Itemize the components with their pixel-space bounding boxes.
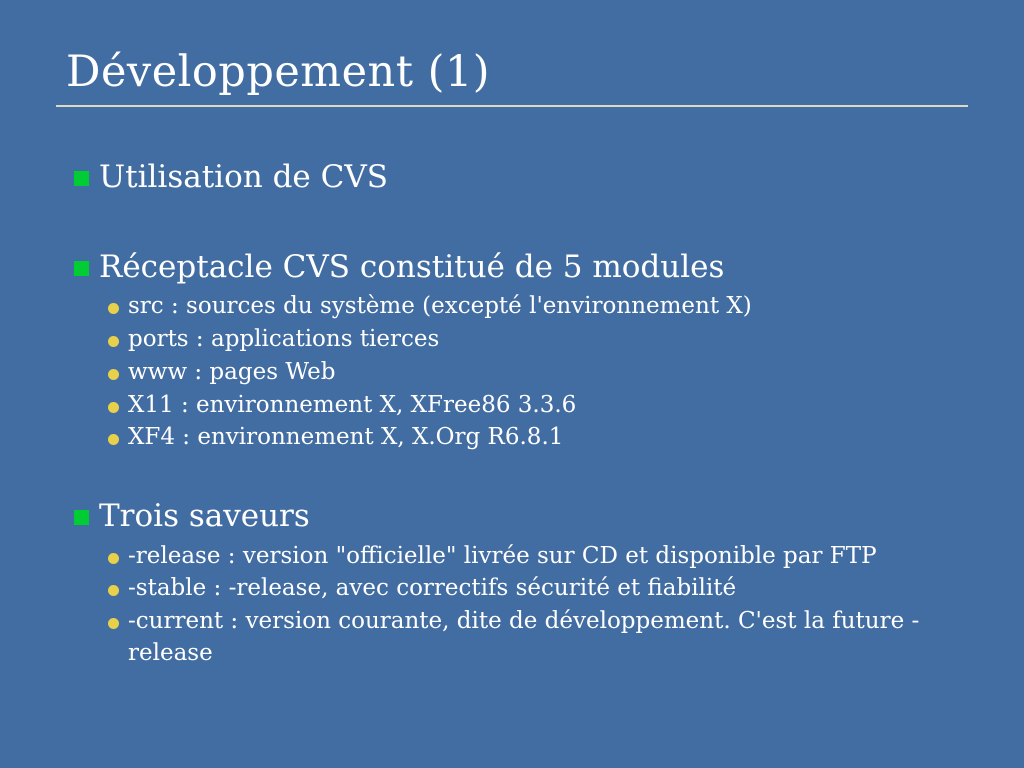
dot-bullet-icon xyxy=(108,553,119,564)
sub-bullet-text: ports : applications tierces xyxy=(128,326,440,353)
list-item xyxy=(108,390,974,422)
list-item xyxy=(74,158,974,198)
list-item xyxy=(74,248,974,288)
spacer xyxy=(74,202,974,248)
slide-title-block xyxy=(56,48,968,107)
list-item xyxy=(108,573,974,605)
sub-bullet-text: www : pages Web xyxy=(128,358,336,385)
page-title: Développement (1) xyxy=(66,47,491,97)
sub-bullet-text: -release : version "officielle" livrée sur CD et disponible par FTP xyxy=(128,542,877,569)
dot-bullet-icon xyxy=(108,402,119,413)
bullet-group-2 xyxy=(74,248,974,454)
bullet-group-3 xyxy=(74,497,974,670)
sub-bullet-text: -current : version courante, dite de développement. C'est la future -release xyxy=(128,608,920,666)
sub-bullet-text: src : sources du système (excepté l'environnement X) xyxy=(128,293,752,320)
list-item xyxy=(108,422,974,454)
bullet-text: Trois saveurs xyxy=(99,498,310,535)
title-divider xyxy=(56,105,968,107)
slide-content xyxy=(74,158,974,671)
list-item xyxy=(74,497,974,537)
sub-list xyxy=(108,541,974,670)
square-bullet-icon xyxy=(74,510,89,525)
dot-bullet-icon xyxy=(108,434,119,445)
bullet-text: Réceptacle CVS constitué de 5 modules xyxy=(99,248,725,285)
dot-bullet-icon xyxy=(108,618,119,629)
square-bullet-icon xyxy=(74,171,89,186)
spacer xyxy=(74,455,974,497)
square-bullet-icon xyxy=(74,261,89,276)
list-item xyxy=(108,324,974,356)
dot-bullet-icon xyxy=(108,303,119,314)
list-item xyxy=(108,291,974,323)
sub-list xyxy=(108,291,974,454)
sub-bullet-text: -stable : -release, avec correctifs sécurité et fiabilité xyxy=(128,575,737,602)
sub-bullet-text: XF4 : environnement X, X.Org R6.8.1 xyxy=(128,424,564,451)
dot-bullet-icon xyxy=(108,369,119,380)
dot-bullet-icon xyxy=(108,585,119,596)
bullet-text: Utilisation de CVS xyxy=(99,159,388,195)
sub-bullet-text: X11 : environnement X, XFree86 3.3.6 xyxy=(128,391,577,418)
list-item xyxy=(108,357,974,389)
bullet-group-1 xyxy=(74,158,974,198)
list-item xyxy=(108,606,974,669)
dot-bullet-icon xyxy=(108,336,119,347)
list-item xyxy=(108,541,974,573)
